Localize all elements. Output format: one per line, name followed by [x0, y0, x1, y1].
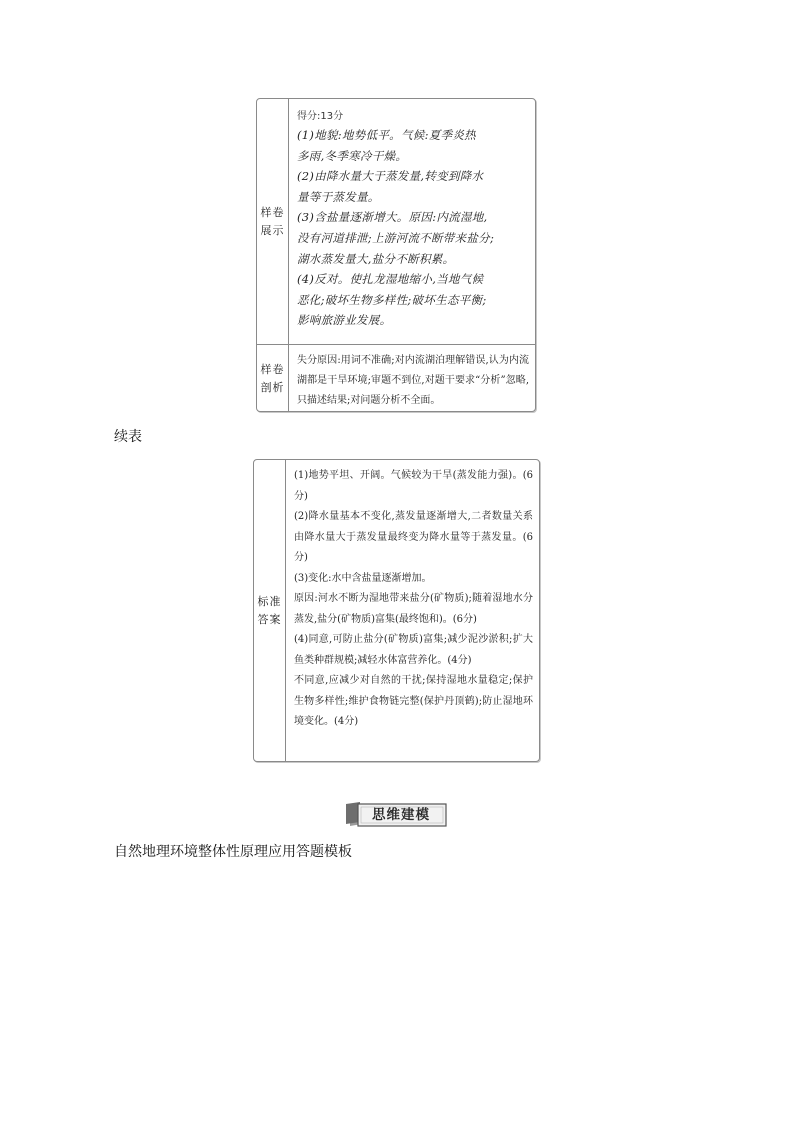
answer-paragraph: (3)变化:水中含盐量逐渐增加。 [294, 572, 432, 584]
answer-paragraph: (1)地势平坦、开阔。气候较为干旱(蒸发能力强)。(6分) [294, 470, 533, 502]
handwritten-line: 恶化;破坏生物多样性;破坏生态平衡; [297, 292, 487, 307]
score-text: 得分:13分 [297, 111, 344, 122]
standard-answer-content [286, 460, 539, 761]
sample-analysis-label: 样卷剖析 [260, 362, 285, 394]
standard-answer-label: 标准答案 [257, 594, 282, 626]
template-title: 自然地理环境整体性原理应用答题模板 [114, 844, 352, 860]
sample-display-content [289, 99, 535, 344]
handwritten-line: (1)地貌:地势低平。气候:夏季炎热 [297, 128, 476, 142]
answer-paragraph: (4)同意,可防止盐分(矿物质)富集;减少泥沙淤积;扩大鱼类种群规模;减轻水体富营养化。(4分) [294, 634, 533, 666]
answer-paragraph: 不同意,应减少对自然的干扰;保持湿地水量稳定;保护生物多样性;维护食物链完整(保护丹顶鹤);防止湿地环境变化。(4分) [294, 675, 533, 727]
sample-analysis-content [289, 345, 535, 412]
sample-analysis-label-cell [257, 345, 289, 412]
handwritten-line: (3)含盐量逐渐增大。原因:内流湿地, [297, 210, 488, 225]
sample-analysis-row [257, 345, 535, 412]
section-banner [346, 802, 448, 828]
standard-answer-row [254, 460, 539, 761]
sample-display-row [257, 99, 535, 345]
handwritten-line: (4)反对。使扎龙湿地缩小,当地气候 [297, 272, 484, 287]
standard-answer-label-cell [254, 460, 286, 761]
sample-display-label: 样卷展示 [260, 205, 285, 237]
continuation-label: 续表 [114, 429, 142, 445]
sample-paper-table [256, 98, 536, 412]
handwritten-line: 影响旅游业发展。 [297, 313, 392, 328]
handwritten-line: 量等于蒸发量。 [297, 189, 380, 204]
section-banner-title: 思维建模 [372, 807, 430, 823]
answer-paragraph: 原因:河水不断为湿地带来盐分(矿物质);随着湿地水分蒸发,盐分(矿物质)富集(最终饱和)。(6分) [294, 593, 533, 625]
answer-paragraph: (2)降水量基本不变化,蒸发量逐渐增大,二者数量关系由降水量大于蒸发量最终变为降水量等于蒸发量。(6分) [294, 511, 533, 563]
handwritten-line: 没有河道排泄;上游河流不断带来盐分; [297, 230, 495, 245]
handwritten-line: 多雨,冬季寒冷干燥。 [297, 148, 408, 163]
standard-answer-table [253, 459, 540, 762]
sample-display-label-cell [257, 99, 289, 344]
handwritten-line: 湖水蒸发量大,盐分不断积累。 [297, 251, 455, 266]
handwritten-line: (2)由降水量大于蒸发量,转变到降水 [297, 169, 484, 184]
analysis-text: 失分原因:用词不准确;对内流湖泊理解错误,认为内流湖都是干旱环境;审题不到位,对题干要求“分析”忽略,只描述结果;对问题分析不全面。 [297, 355, 529, 406]
